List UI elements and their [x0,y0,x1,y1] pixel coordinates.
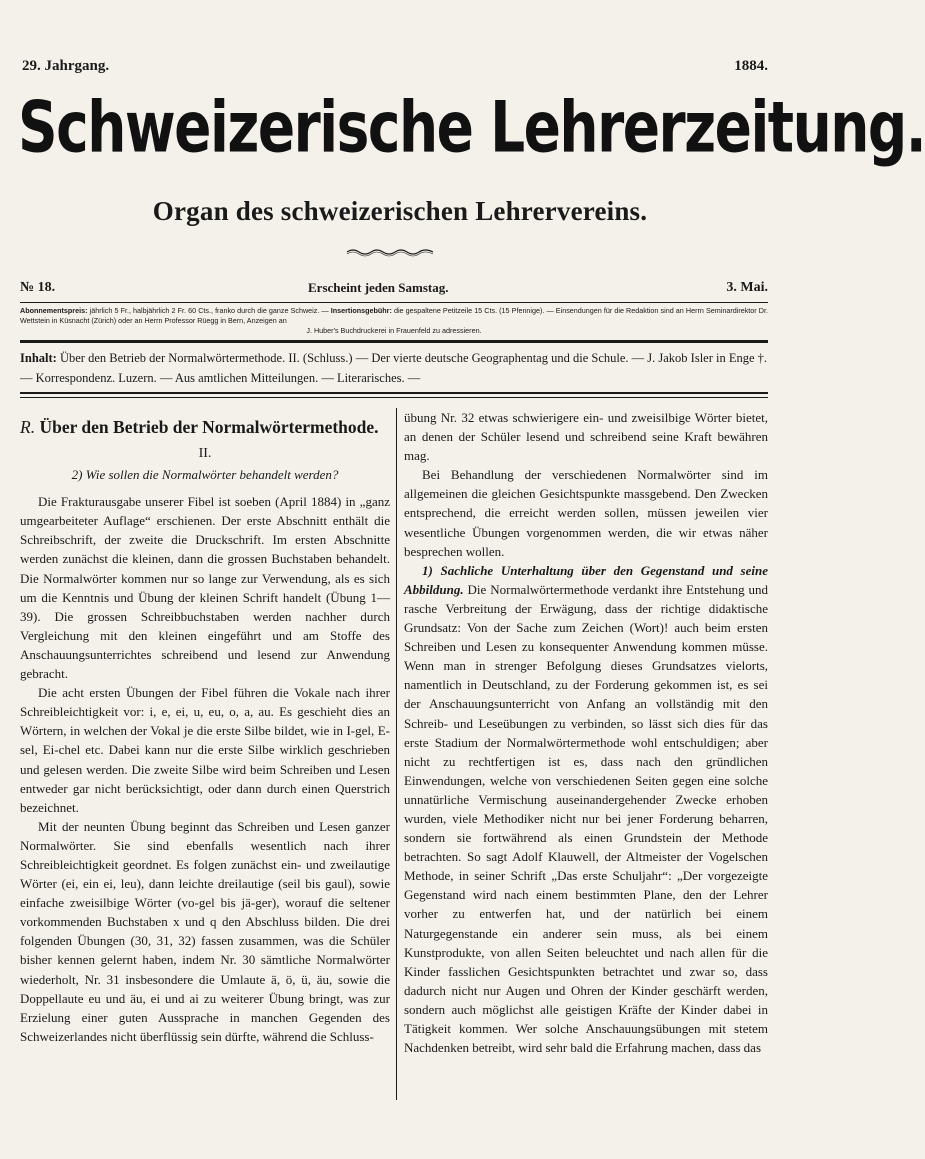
subsection-heading: 1) Sachliche Unterhaltung über den Gegenstand und seine Abbildung. [404,562,768,597]
left-column [20,408,390,1046]
issue-number: № 18. [20,280,56,295]
table-of-contents [20,348,768,388]
publisher-address: J. Huber's Buchdruckerei in Frauenfeld zu adressieren. [306,326,482,335]
frequency-note: Erscheint jeden Samstag. [308,280,449,295]
paragraph: Bei Behandlung der verschiedenen Normalwörter sind im allgemeinen die gleichen Gesichtspunkte massgebend. Den Zwecken entsprechend, die erreicht werden sollen, müssen jeweilen vier wesentliche Übungen vorgenommen werden, die wir etwas näher besprechen wollen. [404,467,768,559]
article-title [20,416,390,438]
volume-line [22,58,768,80]
paragraph-text: Die Normalwörtermethode verdankt ihre Entstehung und rasche Verbreitung der Erwägung, dass der richtige didaktische Grundsatz: Von der Sache zum Zeichen (Wort)! auch beim ersten Schreiben und Lesen zu konsequenter Anwendung kommen müsse. Wenn man in strenger Befolgung dieses Grundsatzes vielorts, namentlich in Deutschland, zu der Forderung gekommen ist, es sei der Anschauungsunterricht von Anfang an vollständig mit den Schreib- und Leseübungen zu verbinden, so lässt sich dies für das erste Stadium der Normalwörtermethode wohl entschuldigen; aber nicht zu rechtfertigen ist es, dass nach den gründlichen Einwendungen, welche von verschiedenen Seiten gegen eine solche unnatürliche Vermischung auseinandergehender Zwecke erhoben wurden, viele Methodiker nicht nur bei jener Forderung beharren, sondern sie fortwährend als einen Grundstein der Methode betrachten. So sagt Adolf Klauwell, der Altmeister der Vogelschen Methode, in seiner Schrift „Das erste Schuljahr“: „Der vorgezeigte Gegenstand wird nach einem bestimmten Plane, den der Lehrer vorher zu entwerfen hat, und der natürlich bei einem Naturgegenstande ein anderer sein muss, als bei einem Kunstprodukte, von allen Seiten beleuchtet und nach allen für die Kinder fasslichen Gesichtspunkten betrachtet und zwar so, dass dadurch nicht nur Augen und Ohren der Kinder geschärft werden, sondern auch möglichst alle geistigen Kräfte der Kinder dabei in Tätigkeit kommen. Wer solche Anschauungsübungen mit stetem Nachdenken betreibt, wird sehr bald die Erfahrung machen, dass das [404,581,768,1056]
masthead-subtitle: Organ des schweizerischen Lehrervereins. [152,196,648,226]
article-title-text: Über den Betrieb der Normalwörtermethode. [35,417,379,437]
paragraph: Mit der neunten Übung beginnt das Schreiben und Lesen ganzer Normalwörter. Sie sind ebenfalls wesentlich nach ihrer Schreibleichtigkeit geordnet. Es folgen zunächst ein- und zweilautige Wörter (ei, ein ei, leu), dann leichte dreilautige (seil bis gaul), sowie einfache zweisilbige Wörter (vo-gel bis jä-ger), worauf die seltener vorkommenden Buchstaben x und q den Abschluss bilden. Die drei folgenden Übungen (30, 31, 32) fassen zusammen, was die Schüler bisher kennen gelernt haben, indem Nr. 30 sämtliche Normalwörter wiederholt, Nr. 31 insbesondere die Umlaute ä, ö, ü, äu, sowie die Doppellaute eu und äu, ei und ai zu weiterer Übung bringt, was zur Erzielung einer guten Aussprache in manchen Gegenden des Schweizerlandes nicht überflüssig sein dürfte, während die Schluss- [20,818,390,1044]
paragraph: Die Frakturausgabe unserer Fibel ist soeben (April 1884) in „ganz umgearbeiteter Auflage“ erschienen. Der erste Abschnitt enthält die Schreibschrift, der zweite die Druckschrift. Im ersten Abschnitte werden zunächst die kleinen, dann die grossen Buchstaben behandelt. Die Normalwörter kommen nur so lange zur Verwendung, als es sich um die Kenntnis und Übung der kleinen Schrift handelt (Übung 1—39). Die grossen Schreibbuchstaben werden nachher durch Vergleichung mit den kleinen eingeführt und am Stoffe des Anschauungsunterrichtes schreibend und lesend zur Anwendung gebracht. [20,494,390,682]
divider-rule [20,302,768,303]
ornament-divider [345,246,435,258]
subscription-label: Abonnementspreis: [20,306,88,315]
insertion-text: die gespaltene Petitzeile 15 Cts. (15 Pfennige). — Einsendungen für die Redaktion sind an Herrn Seminardirektor Dr. Wettstein in Küsnacht (Zürich) oder an Herrn Professor Rüegg in Bern, Anzeigen an [20,306,768,325]
column-divider [396,408,397,1100]
paragraph: Die acht ersten Übungen der Fibel führen die Vokale nach ihrer Schreibleichtigkeit vor: i, e, ei, u, eu, o, a, au. Es geschieht dies an Wörtern, in welchen der Vokal je die erste Silbe bildet, wie in I-gel, E-sel, Ei-chel etc. Dabei kann nur die erste Silbe wirklich geschrieben und gelesen werden. Die zweite Silbe wird beim Schreiben und Lesen entweder gar nicht berücksichtigt, oder dann durch einen Querstrich bezeichnet. [20,685,390,815]
subscription-info [20,306,768,336]
author-initial: R. [20,417,36,437]
insertion-label: Insertionsgebühr: [330,306,392,315]
paragraph [404,561,768,1057]
issue-line [20,280,768,300]
year-label: 1884. [734,58,768,74]
section-heading: 2) Wie sollen die Normalwörter behandelt werden? [71,467,339,483]
divider-rule [20,340,768,343]
subscription-text: jährlich 5 Fr., halbjährlich 2 Fr. 60 Cts., franko durch die ganze Schweiz. — [87,306,331,315]
volume-label: 29. Jahrgang. [22,58,110,74]
divider-rule [20,392,768,394]
divider-rule [20,397,768,398]
right-column [404,408,768,1057]
masthead-title: Schweizerische Lehrerzeitung. [18,86,925,168]
article-part: II. [198,446,212,461]
contents-label: Inhalt: [20,351,57,365]
issue-date: 3. Mai. [726,280,768,295]
contents-text: Über den Betrieb der Normalwörtermethode. II. (Schluss.) — Der vierte deutsche Geographentag und die Schule. — J. Jakob Isler in Enge †. — Korrespondenz. Luzern. — Aus amtlichen Mitteilungen. — Literarisches. — [20,351,768,385]
paragraph: übung Nr. 32 etwas schwierigere ein- und zweisilbige Wörter bietet, an denen der Schüler lesend und schreibend seine Kraft bewähren mag. [404,410,768,464]
